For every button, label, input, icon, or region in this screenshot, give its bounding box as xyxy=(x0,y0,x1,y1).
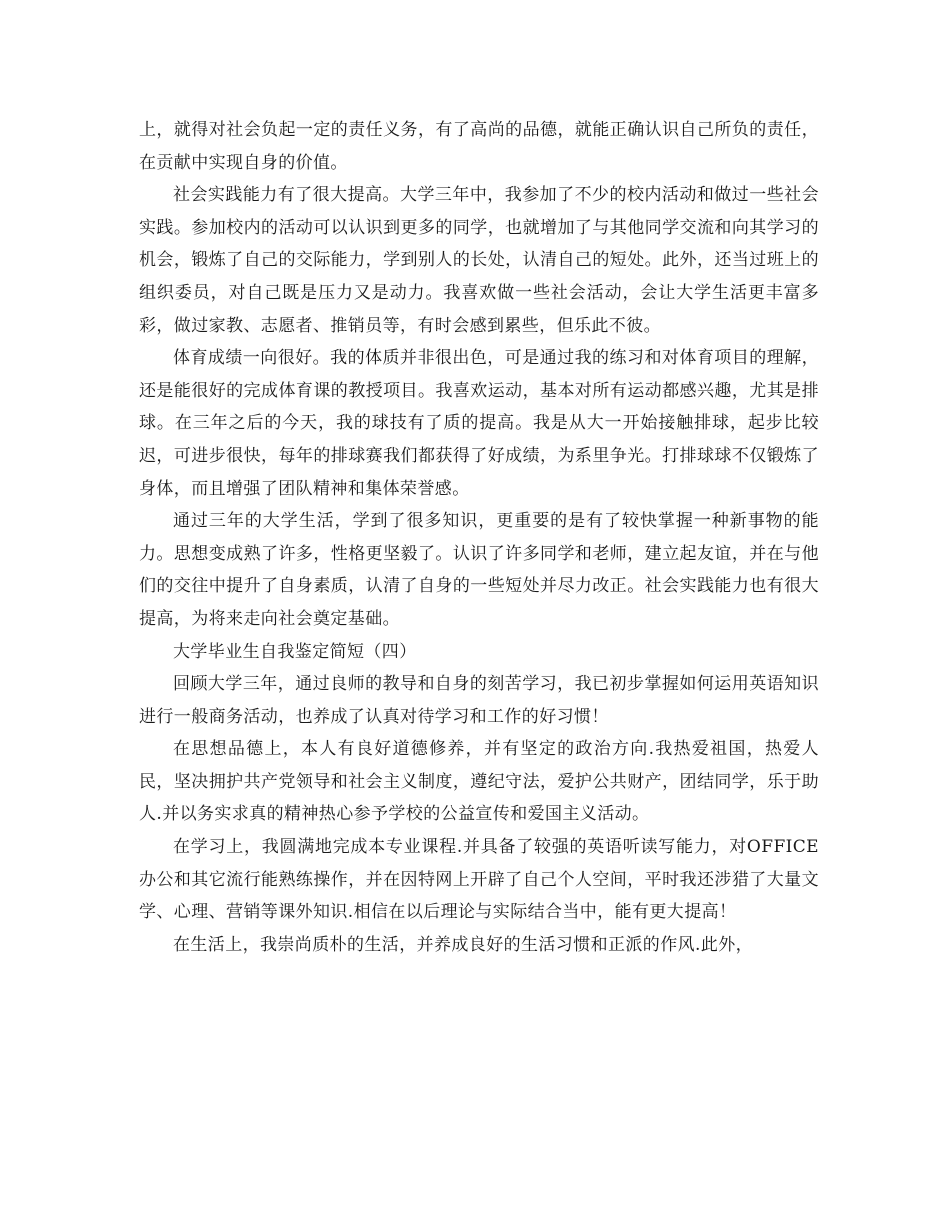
paragraph-2: 社会实践能力有了很大提高。大学三年中，我参加了不少的校内活动和做过一些社会实践。参加校内的活动可以认识到更多的同学，也就增加了与其他同学交流和向其学习的机会，锻炼了自己的交际能力，学到别人的长处，认清自己的短处。此外，还当过班上的组织委员，对自己既是压力又是动力。我喜欢做一些社会活动，会让大学生活更丰富多彩，做过家教、志愿者、推销员等，有时会感到累些，但乐此不彼。 xyxy=(139,185,819,336)
paragraph-1: 上，就得对社会负起一定的责任义务，有了高尚的品德，就能正确认识自己所负的责任，在贡献中实现自身的价值。 xyxy=(139,120,819,173)
paragraph-7: 在学习上，我圆满地完成本专业课程.并具备了较强的英语听读写能力，对OFFICE办公和其它流行能熟练操作，并在因特网上开辟了自己个人空间，平时我还涉猎了大量文学、心理、营销等课外知识.相信在以后理论与实际结合当中，能有更大提高！ xyxy=(139,837,819,923)
paragraph-4: 通过三年的大学生活，学到了很多知识，更重要的是有了较快掌握一种新事物的能力。思想变成熟了许多，性格更坚毅了。认识了许多同学和老师，建立起友谊，并在与他们的交往中提升了自身素质，认清了自身的一些短处并尽力改正。社会实践能力也有很大提高，为将来走向社会奠定基础。 xyxy=(139,511,819,629)
section-heading: 大学毕业生自我鉴定简短（四） xyxy=(173,641,417,662)
paragraph-8: 在生活上，我崇尚质朴的生活，并养成良好的生活习惯和正派的作风.此外， xyxy=(173,934,754,955)
paragraph-3: 体育成绩一向很好。我的体质并非很出色，可是通过我的练习和对体育项目的理解，还是能很好的完成体育课的教授项目。我喜欢运动，基本对所有运动都感兴趣，尤其是排球。在三年之后的今天，我的球技有了质的提高。我是从大一开始接触排球，起步比较迟，可进步很快，每年的排球赛我们都获得了好成绩，为系里争光。打排球球不仅锻炼了身体，而且增强了团队精神和集体荣誉感。 xyxy=(139,348,819,499)
document-body xyxy=(139,114,819,961)
paragraph-6: 在思想品德上，本人有良好道德修养，并有坚定的政治方向.我热爱祖国，热爱人民，坚决拥护共产党领导和社会主义制度，遵纪守法，爱护公共财产，团结同学，乐于助人.并以务实求真的精神热心参予学校的公益宣传和爱国主义活动。 xyxy=(139,739,819,825)
paragraph-5: 回顾大学三年，通过良师的教导和自身的刻苦学习，我已初步掌握如何运用英语知识进行一般商务活动，也养成了认真对待学习和工作的好习惯！ xyxy=(139,674,819,727)
